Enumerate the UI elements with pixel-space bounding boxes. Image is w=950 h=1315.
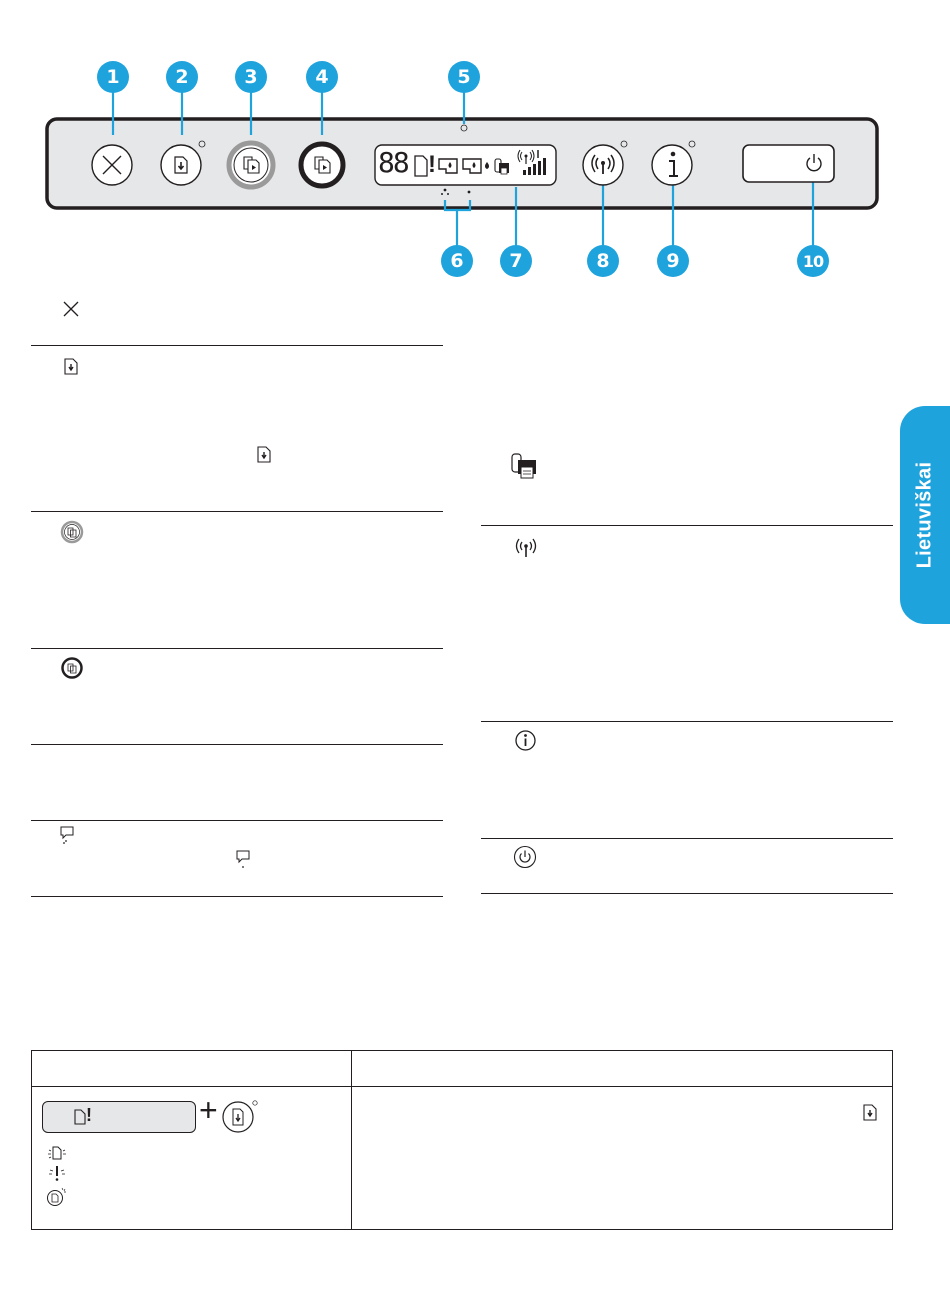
paper-error-icon (74, 1109, 86, 1125)
plus-sign: + (199, 1092, 218, 1128)
blinking-resume-icon (46, 1185, 68, 1207)
table-row (32, 1087, 893, 1230)
language-tab (900, 406, 950, 624)
divider (31, 820, 443, 821)
divider (481, 525, 893, 526)
divider (31, 345, 443, 346)
wireless-icon[interactable] (591, 154, 615, 176)
desc-black-copy-icon (61, 657, 83, 679)
desc-error-icon (60, 826, 78, 846)
display-copies-count: 88 (378, 146, 408, 179)
power-icon[interactable] (805, 153, 823, 173)
table-cell-description (352, 1087, 893, 1230)
desc-resume-icon (64, 358, 78, 375)
callout-5: 5 (448, 61, 480, 93)
desc-info-icon (515, 730, 536, 751)
ink-cartridge-icons (438, 156, 496, 176)
printer-hp-icon (494, 156, 510, 176)
color-copy-icon[interactable] (243, 156, 260, 174)
divider (481, 721, 893, 722)
desc-printer-hp-icon (510, 452, 540, 480)
table-cell-lights (32, 1087, 352, 1230)
divider (31, 744, 443, 745)
callout-8: 8 (587, 245, 619, 277)
divider (31, 896, 443, 897)
blinking-paper-icon (46, 1144, 68, 1162)
divider (31, 648, 443, 649)
desc-wireless-icon (514, 538, 538, 558)
close-icon[interactable] (101, 154, 123, 176)
inline-error-icon (236, 850, 252, 870)
desc-color-copy-icon (61, 521, 83, 543)
callout-2: 2 (166, 61, 198, 93)
table-header-cell (352, 1051, 893, 1087)
display-exclaim-text: ! (86, 1105, 92, 1125)
info-icon[interactable] (665, 151, 681, 179)
desc-cancel-icon (62, 300, 80, 318)
display-paper-error-icon (414, 155, 440, 177)
language-tab-label: Lietuviškai (913, 461, 936, 569)
divider (481, 838, 893, 839)
inline-resume-icon (863, 1104, 877, 1121)
blinking-exclaim-icon (46, 1164, 68, 1182)
table-header-cell (32, 1051, 352, 1087)
resume-button-mock (222, 1099, 256, 1133)
callout-9: 9 (657, 245, 689, 277)
black-copy-icon[interactable] (314, 156, 331, 174)
table-header-row (32, 1051, 893, 1087)
divider (31, 511, 443, 512)
display-exclaim: ! (428, 151, 436, 178)
divider (481, 893, 893, 894)
light-behavior-table (31, 1050, 893, 1230)
callout-7: 7 (500, 245, 532, 277)
inline-resume-icon (257, 446, 271, 463)
callout-4: 4 (306, 61, 338, 93)
callout-6: 6 (441, 245, 473, 277)
display-panel-mock (42, 1101, 196, 1133)
callout-3: 3 (235, 61, 267, 93)
signal-strength-icon (517, 148, 551, 178)
resume-icon[interactable] (174, 156, 188, 174)
desc-power-icon (513, 845, 537, 869)
callout-1: 1 (97, 61, 129, 93)
callout-10: 10 (797, 245, 829, 277)
